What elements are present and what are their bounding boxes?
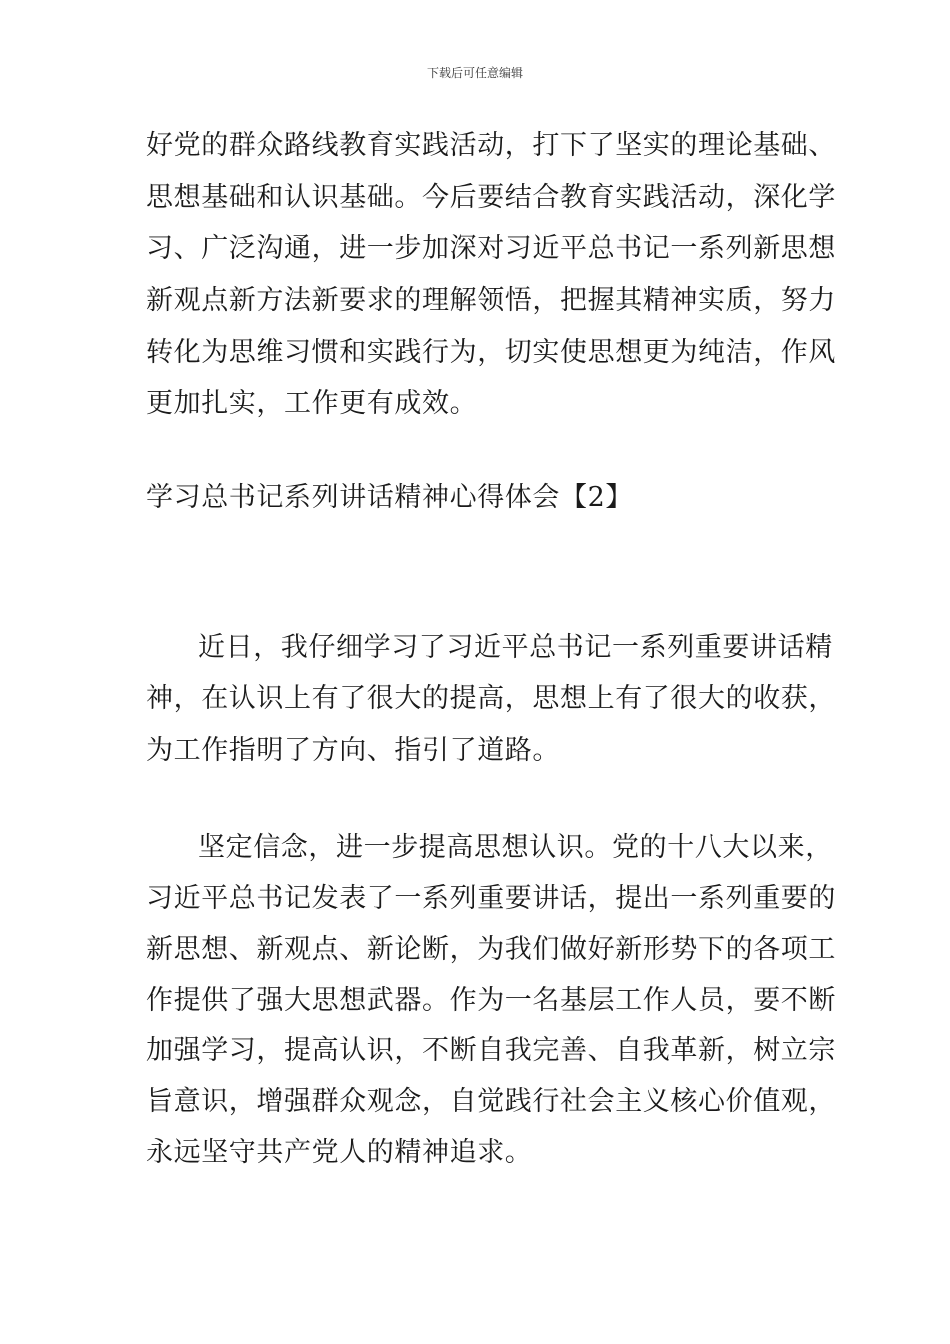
paragraph3-line: 坚定信念，进一步提高思想认识。党的十八大以来， — [198, 832, 833, 863]
paragraph3-line: 永远坚守共产党人的精神追求。 — [146, 1137, 533, 1168]
paragraph2-line: 为工作指明了方向、指引了道路。 — [146, 735, 560, 766]
paragraph3-line: 旨意识，增强群众观念，自觉践行社会主义核心价值观， — [146, 1086, 836, 1117]
paragraph3-line: 习近平总书记发表了一系列重要讲话，提出一系列重要的 — [146, 883, 836, 914]
paragraph2-line: 神，在认识上有了很大的提高，思想上有了很大的收获， — [146, 683, 836, 714]
paragraph3-line: 新思想、新观点、新论断，为我们做好新形势下的各项工 — [146, 934, 836, 965]
paragraph1-line: 思想基础和认识基础。今后要结合教育实践活动，深化学 — [146, 182, 836, 213]
paragraph1-line: 更加扎实，工作更有成效。 — [146, 388, 478, 419]
paragraph1-line: 新观点新方法新要求的理解领悟，把握其精神实质，努力 — [146, 285, 836, 316]
paragraph3-line: 加强学习，提高认识，不断自我完善、自我革新，树立宗 — [146, 1035, 836, 1066]
download-note: 下载后可任意编辑 — [426, 66, 523, 80]
paragraph1-line: 转化为思维习惯和实践行为，切实使思想更为纯洁，作风 — [146, 337, 836, 368]
paragraph1-line: 习、广泛沟通，进一步加深对习近平总书记一系列新思想 — [146, 233, 836, 264]
paragraph2-line: 近日，我仔细学习了习近平总书记一系列重要讲话精 — [198, 632, 833, 663]
section-title: 学习总书记系列讲话精神心得体会【2】 — [146, 482, 633, 513]
paragraph1-line: 好党的群众路线教育实践活动，打下了坚实的理论基础、 — [146, 130, 836, 161]
paragraph3-line: 作提供了强大思想武器。作为一名基层工作人员，要不断 — [146, 985, 836, 1016]
